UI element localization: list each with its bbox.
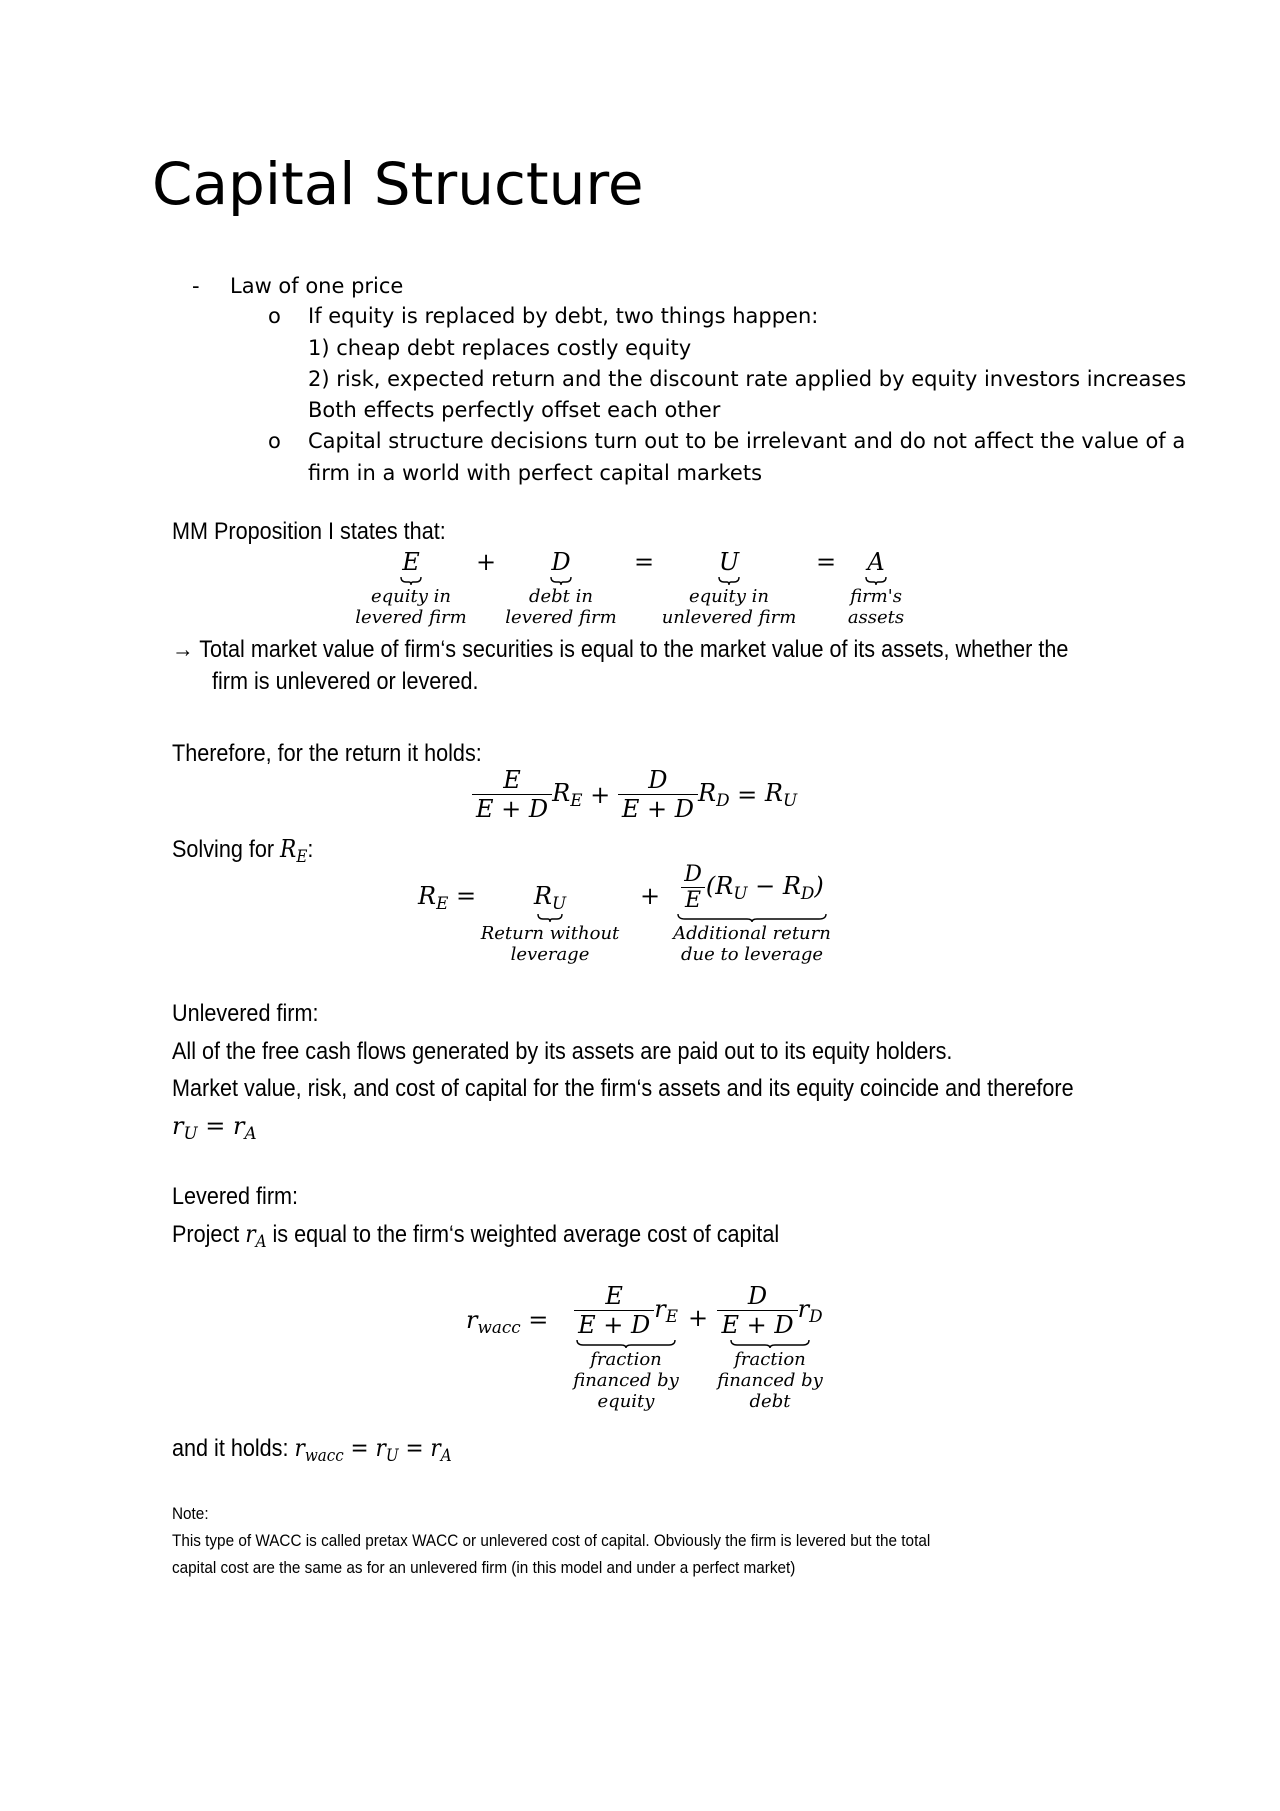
sub-bullet-line-1: 1) cheap debt replaces costly equity — [308, 336, 692, 360]
mm-equation — [346, 548, 916, 628]
plus-sign: + — [476, 548, 497, 576]
and-it-holds: and it holds: $r_{wacc} = r_U = r_A$ — [172, 1434, 452, 1466]
sub-bullet-marker: o — [268, 429, 281, 453]
term-debt-fraction: $\frac{D}{E + D}$ $r_D$ fraction financed by debt — [717, 1282, 823, 1412]
term-additional-return: $\frac{D}{E}$ $(R_U - R_D)$ Additional return due to leverage — [673, 862, 831, 965]
equals-sign: = — [816, 548, 837, 576]
return-heading: Therefore, for the return it holds: — [172, 740, 482, 767]
mm-heading: MM Proposition I states that: — [172, 518, 446, 545]
term-equity-levered: E equity in levered firm — [355, 548, 467, 628]
note-heading: Note: — [172, 1504, 209, 1523]
sub-bullet-line-3: Both effects perfectly offset each other — [308, 398, 721, 422]
page-title: Capital Structure — [152, 150, 644, 218]
re-equation: $R_E$ = $R_U$ Return without leverage + $\frac{D}{E}$ $(R_U - R_D)$ Additional return due to leverage — [418, 862, 848, 972]
fraction-equity-weight: $\frac{E}{E + D}$ — [472, 766, 552, 823]
unlevered-line-2: Market value, risk, and cost of capital for the firm‘s assets and its equity coincide and therefore — [172, 1075, 1074, 1102]
unlevered-heading: Unlevered firm: — [172, 1000, 319, 1027]
term-debt-levered: D debt in levered firm — [505, 548, 617, 628]
wacc-equation: $r_{wacc}$ = $\frac{E}{E + D}$ $r_E$ fraction financed by equity + $\frac{D}{E + D}$ $r_D$ fraction financed by debt — [466, 1282, 846, 1432]
return-equation: $\frac{E}{E + D}$ $R_E$ + $\frac{D}{E + D}$ $R_D$ = $R_U$ — [472, 766, 797, 823]
equals-sign: = — [634, 548, 655, 576]
sub-bullet-marker: o — [268, 304, 281, 328]
bullet-law-of-one-price: Law of one price — [230, 274, 404, 298]
ru-equals-ra: $r_U = r_A$ — [172, 1112, 257, 1144]
sub-bullet-irrelevant: Capital structure decisions turn out to be irrelevant and do not affect the value of a — [308, 429, 1186, 453]
mm-conclusion-cont: firm is unlevered or levered. — [212, 668, 479, 695]
term-return-without-leverage: $R_U$ Return without leverage — [480, 882, 620, 966]
unlevered-line-1: All of the free cash flows generated by its assets are paid out to its equity holders. — [172, 1038, 953, 1065]
note-line-1: This type of WACC is called pretax WACC or unlevered cost of capital. Obviously the firm is levered but the total — [172, 1531, 931, 1550]
solving-for-label: Solving for $R_E$: — [172, 835, 314, 867]
mm-conclusion: → Total market value of firm‘s securities is equal to the market value of its assets, whether the — [172, 636, 1069, 663]
sub-bullet-irrelevant-cont: firm in a world with perfect capital markets — [308, 461, 763, 485]
term-equity-unlevered: U equity in unlevered firm — [661, 548, 797, 628]
levered-heading: Levered firm: — [172, 1183, 299, 1210]
note-line-2: capital cost are the same as for an unlevered firm (in this model and under a perfect market) — [172, 1558, 796, 1577]
term-firm-assets: A firm's assets — [847, 548, 905, 628]
sub-bullet-line-2: 2) risk, expected return and the discount rate applied by equity investors increases — [308, 367, 1187, 391]
bullet-dash: - — [192, 274, 200, 298]
fraction-debt-weight: $\frac{D}{E + D}$ — [618, 766, 698, 823]
sub-bullet-equity-replaced: If equity is replaced by debt, two things happen: — [308, 304, 819, 328]
levered-line: Project $r_A$ is equal to the firm‘s weighted average cost of capital — [172, 1220, 780, 1252]
term-equity-fraction: $\frac{E}{E + D}$ $r_E$ fraction financed by equity — [573, 1282, 679, 1412]
